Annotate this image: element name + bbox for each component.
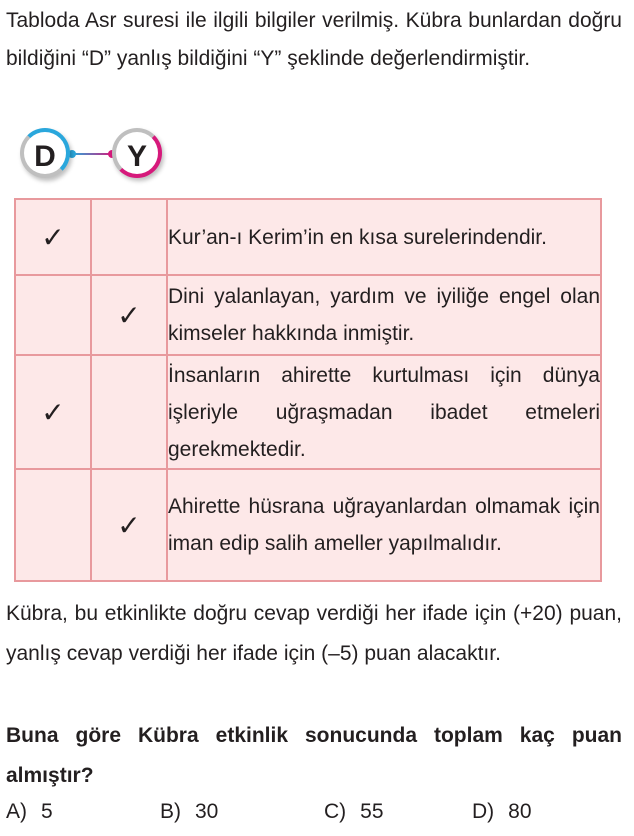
true-badge: D xyxy=(20,128,70,178)
table-row xyxy=(15,355,601,469)
intro-text: Tabloda Asr suresi ile ilgili bilgiler verilmiş. Kübra bunlardan doğru bildiğini “D” yanlış bildiğini “Y” şeklinde değerlendirmiştir. xyxy=(6,9,622,70)
option-c[interactable] xyxy=(324,796,384,828)
table-row xyxy=(15,199,601,275)
y-cell xyxy=(91,199,167,275)
d-cell xyxy=(15,469,91,581)
d-cell: ✓ xyxy=(15,355,91,469)
answer-options xyxy=(6,796,626,828)
option-value: 55 xyxy=(360,800,384,823)
option-a[interactable] xyxy=(6,796,53,828)
option-value: 80 xyxy=(508,800,532,823)
option-letter: C) xyxy=(324,800,347,823)
y-cell xyxy=(91,355,167,469)
y-cell: ✓ xyxy=(91,275,167,355)
question-text: Buna göre Kübra etkinlik sonucunda toplam kaç puan almıştır? xyxy=(6,724,622,787)
statement-text: Ahirette hüsrana uğrayanlardan olmamak için iman edip salih ameller yapılmalıdır. xyxy=(167,469,601,581)
option-b[interactable] xyxy=(160,796,218,828)
option-letter: D) xyxy=(472,800,495,823)
scoring-text: Kübra, bu etkinlikte doğru cevap verdiği her ifade için (+20) puan, yanlış cevap verdiği her ifade için (–5) puan alacaktır. xyxy=(6,602,622,665)
d-cell xyxy=(15,275,91,355)
table-row xyxy=(15,469,601,581)
option-d[interactable] xyxy=(472,796,532,828)
table-row xyxy=(15,275,601,355)
statement-text: Kur’an-ı Kerim’in en kısa surelerindendir. xyxy=(167,199,601,275)
statement-text: Dini yalanlayan, yardım ve iyiliğe engel olan kimseler hakkında inmiştir. xyxy=(167,275,601,355)
option-letter: B) xyxy=(160,800,181,823)
d-cell: ✓ xyxy=(15,199,91,275)
statement-text: İnsanların ahirette kurtulması için dünya işleriyle uğraşmadan ibadet etmeleri gerekmektedir. xyxy=(167,355,601,469)
d-y-legend xyxy=(18,124,168,188)
option-value: 5 xyxy=(41,800,53,823)
statements-table xyxy=(14,198,602,582)
false-badge: Y xyxy=(112,128,162,178)
option-letter: A) xyxy=(6,800,27,823)
option-value: 30 xyxy=(195,800,219,823)
y-cell: ✓ xyxy=(91,469,167,581)
